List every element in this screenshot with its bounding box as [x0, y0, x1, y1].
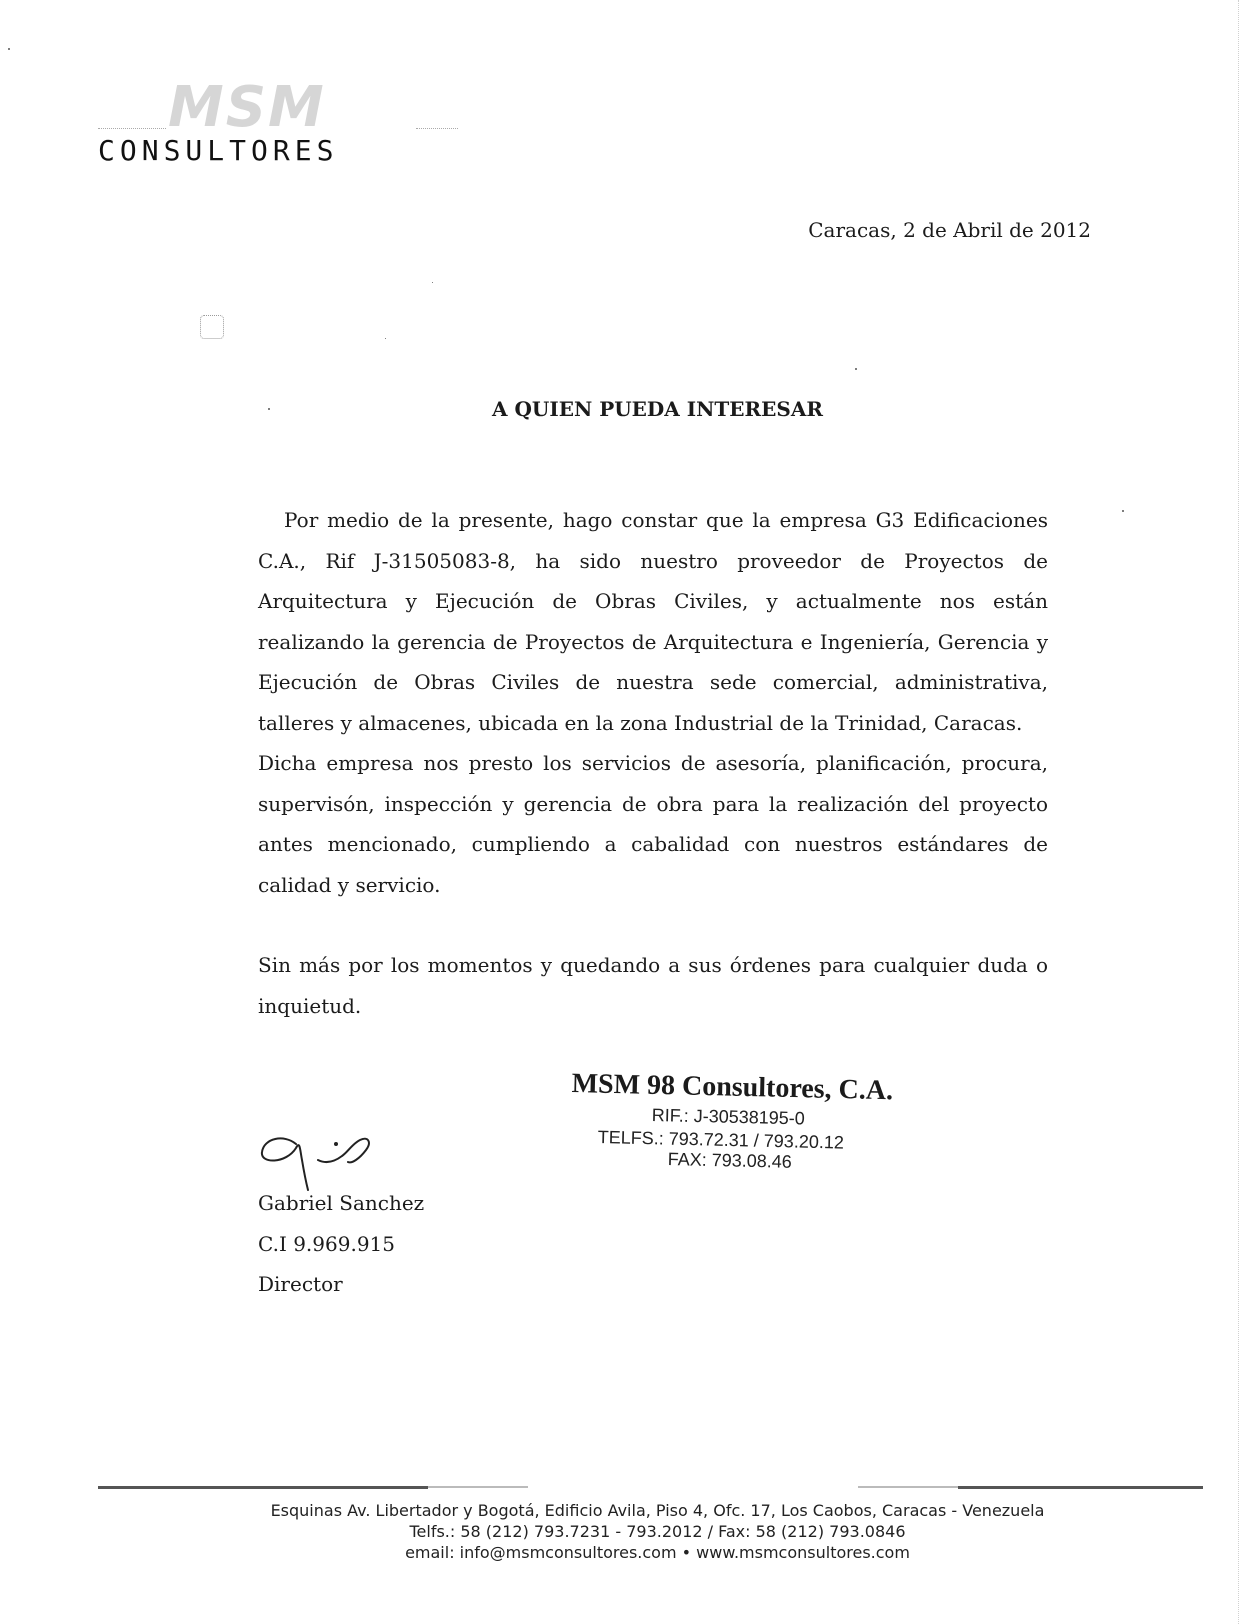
body-paragraph: Dicha empresa nos presto los servicios de asesoría, planificación, procura, supervisón, inspección y gerencia de obra para la realización del proyecto antes mencionado, cumpliendo a cabalidad con nuestros estándares de calidad y servicio. [258, 751, 1048, 897]
letter-heading: A QUIEN PUEDA INTERESAR [492, 397, 823, 421]
logo-rule-left [98, 128, 166, 130]
logo-text: CONSULTORES [98, 134, 339, 167]
company-stamp [572, 1068, 902, 1170]
body-paragraph: Por medio de la presente, hago constar que la empresa G3 Edificaciones C.A., Rif J-31505083-8, ha sido nuestro proveedor de Proyectos de Arquitectura y Ejecución de Obras Civiles, y actualmente nos están realizando la gerencia de Proyectos de Arquitectura e Ingeniería, Gerencia y Ejecución de Obras Civiles de nuestra sede comercial, administrativa, talleres y almacenes, ubicada en la zona Industrial de la Trinidad, Caracas. [258, 508, 1048, 735]
scan-edge [1238, 0, 1245, 1624]
scan-speck [432, 282, 433, 283]
footer-rule [98, 1486, 1203, 1490]
stamp-rif: RIF.: J-30538195-0 [651, 1104, 806, 1129]
stamp-phones: TELFS.: 793.72.31 / 793.20.12 [597, 1126, 845, 1153]
footer-rule-fade [428, 1486, 528, 1488]
signer-title: Director [258, 1272, 343, 1296]
scan-speck [268, 408, 270, 410]
scan-speck [855, 368, 857, 370]
logo-mark: MSM [168, 75, 326, 140]
footer-contact: email: info@msmconsultores.com • www.msmconsultores.com [405, 1543, 910, 1562]
logo-rule-right [416, 128, 458, 130]
scan-mark [200, 315, 224, 339]
footer-rule-fade [858, 1486, 958, 1488]
letter-date: Caracas, 2 de Abril de 2012 [808, 218, 1091, 242]
scan-speck [8, 48, 10, 50]
company-logo [98, 75, 458, 170]
scan-speck [385, 338, 386, 339]
letter-body [258, 500, 1048, 1026]
footer-rule-left [98, 1486, 428, 1489]
stamp-fax: FAX: 793.08.46 [667, 1148, 793, 1172]
footer-rule-right [958, 1486, 1203, 1489]
footer-address: Esquinas Av. Libertador y Bogotá, Edificio Avila, Piso 4, Ofc. 17, Los Caobos, Caracas - Venezuela [270, 1501, 1045, 1520]
closing-paragraph: Sin más por los momentos y quedando a sus órdenes para cualquier duda o inquietud. [258, 953, 1048, 1018]
signer-id: C.I 9.969.915 [258, 1231, 395, 1256]
footer-phones: Telfs.: 58 (212) 793.7231 - 793.2012 / Fax: 58 (212) 793.0846 [409, 1522, 906, 1541]
signer-name: Gabriel Sanchez [258, 1191, 425, 1215]
letter-footer [0, 1500, 1245, 1563]
stamp-company-name: MSM 98 Consultores, C.A. [571, 1068, 894, 1107]
scan-speck [1122, 510, 1124, 512]
signer-block [258, 1183, 424, 1305]
